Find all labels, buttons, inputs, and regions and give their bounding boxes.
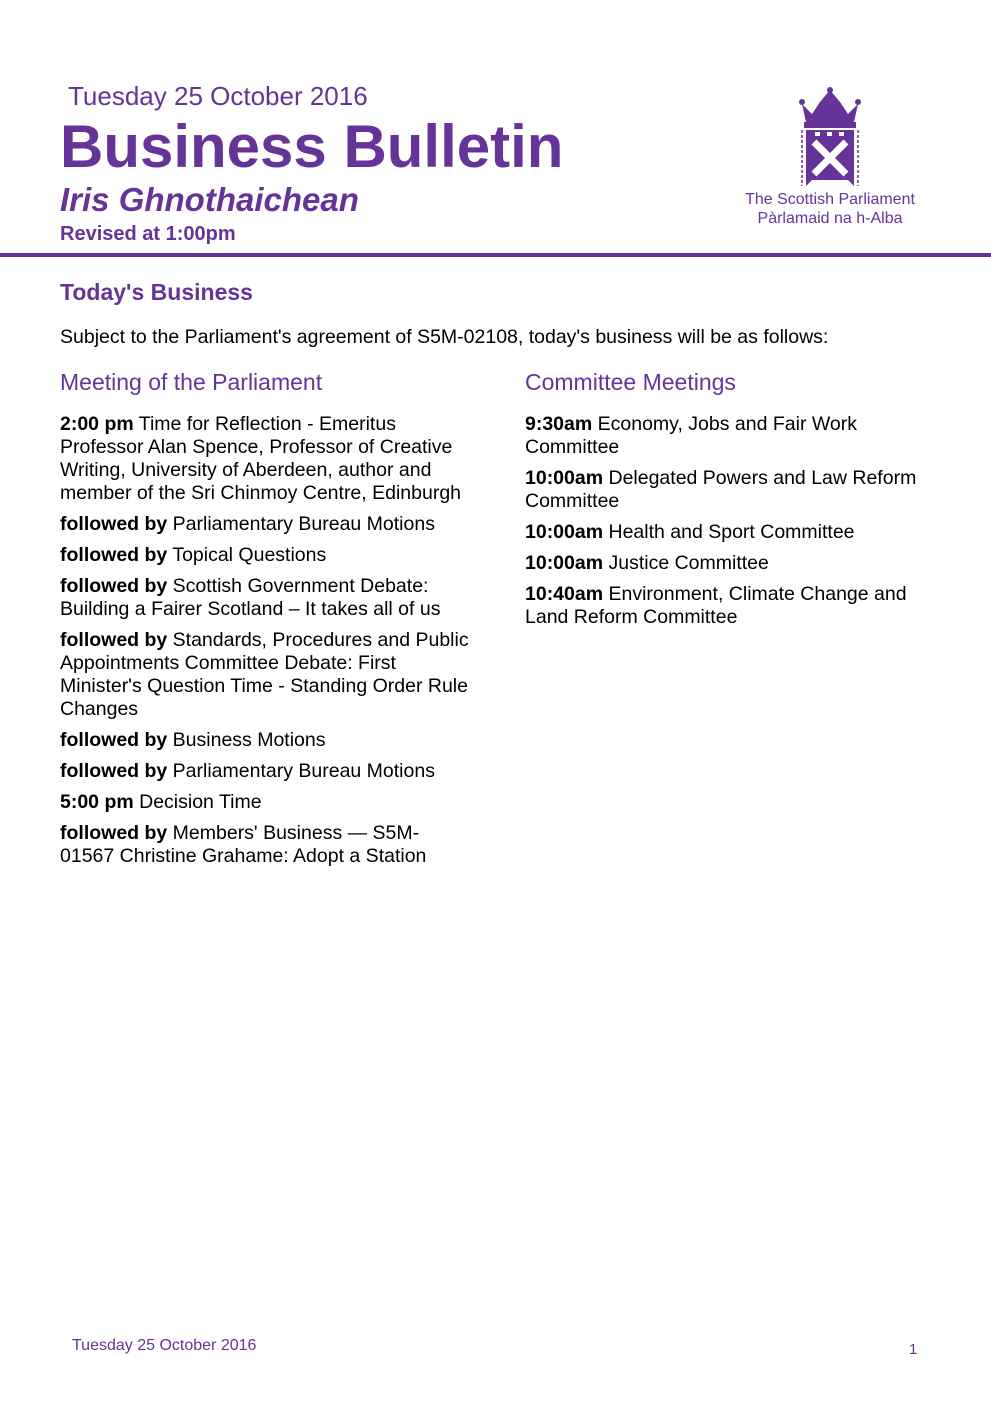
agenda-item	[60, 729, 472, 752]
committee-meetings-section	[525, 368, 937, 637]
item-text: Parliamentary Bureau Motions	[167, 513, 435, 535]
item-time: followed by	[60, 760, 168, 782]
committee-heading: Committee Meetings	[525, 369, 736, 395]
agenda-item	[525, 413, 937, 459]
item-time: followed by	[60, 544, 168, 566]
todays-business-heading: Today's Business	[60, 279, 253, 305]
agenda-item	[60, 760, 472, 783]
footer-date: Tuesday 25 October 2016	[72, 1337, 257, 1354]
item-text: Parliamentary Bureau Motions	[167, 760, 435, 782]
item-text: Delegated Powers and Law Reform Committee	[525, 467, 917, 512]
meeting-heading: Meeting of the Parliament	[60, 369, 323, 395]
page-subtitle: Iris Ghnothaichean	[60, 181, 359, 218]
item-time: 10:00am	[525, 521, 604, 543]
item-time: followed by	[60, 575, 168, 597]
agenda-item	[525, 467, 937, 513]
logo-text-english: The Scottish Parliament	[745, 191, 915, 208]
item-text: Health and Sport Committee	[603, 521, 855, 543]
agenda-item	[60, 822, 472, 868]
page-title: Business Bulletin	[60, 113, 564, 180]
intro-text: Subject to the Parliament's agreement of S5M-02108, today's business will be as follows:	[60, 326, 829, 348]
item-time: followed by	[60, 513, 168, 535]
item-time: 5:00 pm	[60, 791, 134, 813]
item-time: 9:30am	[525, 413, 593, 435]
scottish-parliament-logo	[738, 86, 922, 228]
item-text: Time for Reflection - Emeritus Professor Alan Spence, Professor of Creative Writing, University of Aberdeen, author and member of the Sri Chinmoy Centre, Edinburgh	[60, 413, 462, 504]
item-time: 10:00am	[525, 467, 604, 489]
item-text: Justice Committee	[603, 552, 769, 574]
agenda-item	[525, 521, 937, 544]
agenda-item	[525, 552, 937, 575]
item-time: 2:00 pm	[60, 413, 134, 435]
agenda-item	[60, 575, 472, 621]
meeting-of-parliament-section	[60, 368, 472, 876]
page-number: 1	[909, 1341, 918, 1358]
agenda-item	[60, 544, 472, 567]
item-text: Members' Business — S5M-01567 Christine Grahame: Adopt a Station	[60, 822, 427, 867]
meeting-items	[60, 413, 472, 868]
item-time: followed by	[60, 629, 168, 651]
agenda-item	[60, 791, 472, 814]
agenda-item	[60, 513, 472, 536]
item-time: 10:40am	[525, 583, 604, 605]
item-text: Scottish Government Debate: Building a Fairer Scotland – It takes all of us	[60, 575, 441, 620]
agenda-item	[525, 583, 937, 629]
item-text: Environment, Climate Change and Land Reform Committee	[525, 583, 907, 628]
agenda-item	[60, 413, 472, 505]
item-text: Decision Time	[133, 791, 262, 813]
item-text: Business Motions	[167, 729, 326, 751]
committee-items	[525, 413, 937, 629]
item-text: Economy, Jobs and Fair Work Committee	[525, 413, 858, 458]
revised-time: Revised at 1:00pm	[60, 223, 236, 245]
item-time: followed by	[60, 822, 168, 844]
crown-shield-icon	[798, 86, 862, 190]
logo-text-gaelic: Pàrlamaid na h-Alba	[757, 210, 903, 227]
item-text: Topical Questions	[167, 544, 327, 566]
agenda-item	[60, 629, 472, 721]
header-divider	[0, 253, 991, 257]
header-date: Tuesday 25 October 2016	[68, 81, 368, 111]
item-text: Standards, Procedures and Public Appointments Committee Debate: First Minister's Question Time - Standing Order Rule Changes	[60, 629, 469, 720]
item-time: followed by	[60, 729, 168, 751]
item-time: 10:00am	[525, 552, 604, 574]
